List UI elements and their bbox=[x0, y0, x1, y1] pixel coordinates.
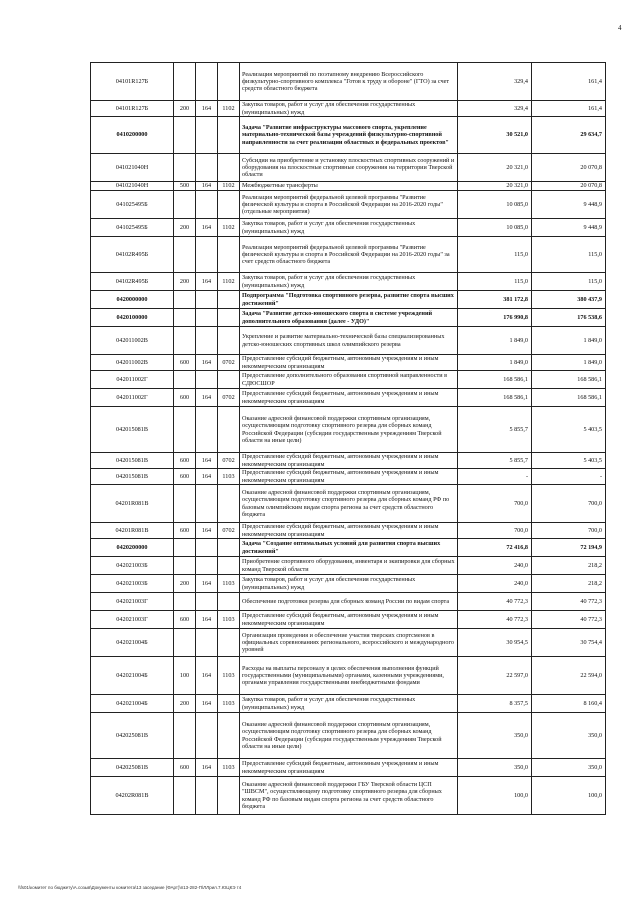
cell-amount-planned: 40 772,3 bbox=[458, 593, 532, 611]
cell-section: 0702 bbox=[218, 389, 240, 407]
cell-amount-executed: 72 194,9 bbox=[532, 539, 606, 557]
cell-amount-executed: 350,0 bbox=[532, 759, 606, 777]
table-row bbox=[91, 389, 606, 407]
table-row bbox=[91, 407, 606, 453]
cell-department: 164 bbox=[196, 759, 218, 777]
table-row bbox=[91, 575, 606, 593]
cell-department bbox=[196, 485, 218, 523]
table-row bbox=[91, 453, 606, 469]
cell-name: Предоставление субсидий бюджетным, автономным учреждениям и иным некоммерческим организациям bbox=[240, 611, 458, 629]
cell-name: Предоставление субсидий бюджетным, автономным учреждениям и иным некоммерческим организациям bbox=[240, 759, 458, 777]
cell-amount-planned: 381 172,8 bbox=[458, 291, 532, 309]
cell-code: 042021003Г bbox=[91, 593, 174, 611]
cell-name: Закупка товаров, работ и услуг для обеспечения государственных (муниципальных) нужд bbox=[240, 575, 458, 593]
cell-amount-executed: 161,4 bbox=[532, 63, 606, 101]
cell-name: Расходы на выплаты персоналу в целях обеспечения выполнения функций государственными (муниципальными) органами, казенными учреждениями, органами управления государственными внебюджетными фондами bbox=[240, 657, 458, 695]
cell-expense-type bbox=[174, 777, 196, 815]
cell-department: 164 bbox=[196, 575, 218, 593]
cell-amount-executed: 700,0 bbox=[532, 523, 606, 539]
cell-expense-type bbox=[174, 407, 196, 453]
cell-amount-planned: 115,0 bbox=[458, 237, 532, 273]
cell-code: 0420000000 bbox=[91, 291, 174, 309]
cell-name: Субсидии на приобретение и установку плоскостных спортивных сооружений и оборудования на плоскостные спортивные сооружения на территории Тверской области bbox=[240, 154, 458, 182]
table-row bbox=[91, 713, 606, 759]
cell-amount-executed: 5 403,5 bbox=[532, 407, 606, 453]
cell-amount-planned: 168 586,1 bbox=[458, 371, 532, 389]
cell-expense-type bbox=[174, 485, 196, 523]
cell-expense-type bbox=[174, 713, 196, 759]
cell-code: 04201R081В bbox=[91, 485, 174, 523]
cell-section: 1102 bbox=[218, 273, 240, 291]
cell-department: 164 bbox=[196, 695, 218, 713]
cell-amount-executed: 100,0 bbox=[532, 777, 606, 815]
cell-section bbox=[218, 237, 240, 273]
cell-name: Предоставление субсидий бюджетным, автономным учреждениям и иным некоммерческим организациям bbox=[240, 389, 458, 407]
table-row bbox=[91, 371, 606, 389]
cell-code: 042011002Г bbox=[91, 389, 174, 407]
cell-department bbox=[196, 154, 218, 182]
cell-department: 164 bbox=[196, 523, 218, 539]
cell-expense-type: 500 bbox=[174, 182, 196, 191]
cell-amount-planned: 329,4 bbox=[458, 101, 532, 117]
cell-expense-type: 600 bbox=[174, 523, 196, 539]
cell-department: 164 bbox=[196, 273, 218, 291]
cell-section bbox=[218, 154, 240, 182]
cell-amount-executed: 9 448,9 bbox=[532, 191, 606, 219]
cell-name: Реализация мероприятий федеральной целевой программы "Развитие физической культуры и спорта в Российской Федерации на 2016-2020 годы" (отдельные мероприятия) bbox=[240, 191, 458, 219]
cell-name: Реализация мероприятий по поэтапному внедрению Всероссийского физкультурно-спортивного комплекса "Готов к труду и обороне" (ГТО) за счет средств областного бюджета bbox=[240, 63, 458, 101]
cell-department: 164 bbox=[196, 182, 218, 191]
cell-amount-executed: 30 754,4 bbox=[532, 629, 606, 657]
cell-amount-planned: 5 855,7 bbox=[458, 407, 532, 453]
cell-section bbox=[218, 593, 240, 611]
footer-file-path: \\fs01\комитет по бюджету\А.созыв\Документы комитета\13 заседание (ФАрт)\п13-282-П\ЛЛрил.7.ЮЦКЭ т4 bbox=[18, 885, 242, 890]
cell-amount-planned: 100,0 bbox=[458, 777, 532, 815]
cell-department bbox=[196, 327, 218, 355]
cell-name: Предоставление субсидий бюджетным, автономным учреждениям и иным некоммерческим организациям bbox=[240, 469, 458, 485]
table-row bbox=[91, 291, 606, 309]
table-row bbox=[91, 101, 606, 117]
cell-amount-executed: 29 634,7 bbox=[532, 117, 606, 154]
cell-amount-planned: 176 990,8 bbox=[458, 309, 532, 327]
cell-department bbox=[196, 309, 218, 327]
cell-department: 164 bbox=[196, 469, 218, 485]
cell-department bbox=[196, 713, 218, 759]
cell-expense-type bbox=[174, 593, 196, 611]
cell-department: 164 bbox=[196, 355, 218, 371]
cell-expense-type: 600 bbox=[174, 453, 196, 469]
cell-expense-type bbox=[174, 63, 196, 101]
cell-amount-planned: 329,4 bbox=[458, 63, 532, 101]
cell-code: 042015081В bbox=[91, 407, 174, 453]
cell-section bbox=[218, 539, 240, 557]
cell-code: 042025081В bbox=[91, 713, 174, 759]
cell-expense-type: 600 bbox=[174, 389, 196, 407]
cell-name: Предоставление субсидий бюджетным, автономным учреждениям и иным некоммерческим организациям bbox=[240, 453, 458, 469]
cell-section: 1103 bbox=[218, 611, 240, 629]
cell-code: 0420200000 bbox=[91, 539, 174, 557]
cell-expense-type bbox=[174, 371, 196, 389]
cell-code: 041021040Н bbox=[91, 182, 174, 191]
cell-amount-executed: 115,0 bbox=[532, 237, 606, 273]
cell-amount-planned: 350,0 bbox=[458, 759, 532, 777]
cell-amount-executed: 176 538,6 bbox=[532, 309, 606, 327]
cell-name: Задача "Развитие детско-юношеского спорта в системе учреждений дополнительного образования (далее - УДО)" bbox=[240, 309, 458, 327]
cell-code: 042021004Б bbox=[91, 657, 174, 695]
cell-amount-planned: 1 849,0 bbox=[458, 327, 532, 355]
cell-amount-planned: 30 521,0 bbox=[458, 117, 532, 154]
cell-amount-executed: 161,4 bbox=[532, 101, 606, 117]
cell-name: Обеспечение подготовки резерва для сборных команд России по видам спорта bbox=[240, 593, 458, 611]
table-row bbox=[91, 327, 606, 355]
cell-expense-type bbox=[174, 237, 196, 273]
cell-section bbox=[218, 309, 240, 327]
table-row bbox=[91, 219, 606, 237]
cell-amount-executed: 20 070,8 bbox=[532, 182, 606, 191]
cell-department: 164 bbox=[196, 611, 218, 629]
cell-code: 042015081В bbox=[91, 453, 174, 469]
cell-code: 04101R127Б bbox=[91, 63, 174, 101]
cell-section bbox=[218, 777, 240, 815]
cell-department bbox=[196, 191, 218, 219]
cell-code: 042021003Б bbox=[91, 575, 174, 593]
cell-amount-planned: 700,0 bbox=[458, 523, 532, 539]
cell-amount-planned: 240,0 bbox=[458, 557, 532, 575]
cell-department bbox=[196, 539, 218, 557]
cell-expense-type: 100 bbox=[174, 657, 196, 695]
cell-amount-planned: 10 085,0 bbox=[458, 219, 532, 237]
cell-section bbox=[218, 557, 240, 575]
cell-name: Межбюджетные трансферты bbox=[240, 182, 458, 191]
table-row bbox=[91, 629, 606, 657]
cell-code: 0410200000 bbox=[91, 117, 174, 154]
cell-department: 164 bbox=[196, 453, 218, 469]
cell-department bbox=[196, 371, 218, 389]
cell-amount-planned: 20 321,0 bbox=[458, 182, 532, 191]
cell-department bbox=[196, 63, 218, 101]
cell-name: Укрепление и развитие материально-технической базы специализированных детско-юношеских спортивных школ олимпийского резерва bbox=[240, 327, 458, 355]
cell-amount-executed: 40 772,3 bbox=[532, 593, 606, 611]
cell-section: 0702 bbox=[218, 355, 240, 371]
cell-department: 164 bbox=[196, 101, 218, 117]
page-number: 4 bbox=[618, 24, 622, 32]
cell-amount-planned: 10 085,0 bbox=[458, 191, 532, 219]
cell-name: Подпрограмма "Подготовка спортивного резерва, развитие спорта высших достижений" bbox=[240, 291, 458, 309]
cell-amount-executed: 218,2 bbox=[532, 575, 606, 593]
cell-department bbox=[196, 407, 218, 453]
cell-name: Реализация мероприятий федеральной целевой программы "Развитие физической культуры и спорта в Российской Федерации на 2016-2020 годы" за счет средств областного бюджета bbox=[240, 237, 458, 273]
cell-expense-type bbox=[174, 629, 196, 657]
cell-amount-planned: 40 772,3 bbox=[458, 611, 532, 629]
cell-amount-executed: 350,0 bbox=[532, 713, 606, 759]
cell-department bbox=[196, 557, 218, 575]
cell-name: Закупка товаров, работ и услуг для обеспечения государственных (муниципальных) нужд bbox=[240, 101, 458, 117]
cell-amount-executed: 380 437,9 bbox=[532, 291, 606, 309]
cell-section bbox=[218, 407, 240, 453]
table-row bbox=[91, 182, 606, 191]
table-row bbox=[91, 469, 606, 485]
cell-code: 042015081В bbox=[91, 469, 174, 485]
cell-code: 042021003Б bbox=[91, 557, 174, 575]
cell-amount-planned: 350,0 bbox=[458, 713, 532, 759]
cell-amount-executed: 218,2 bbox=[532, 557, 606, 575]
cell-code: 042011002В bbox=[91, 355, 174, 371]
cell-section bbox=[218, 117, 240, 154]
cell-amount-planned: 20 321,0 bbox=[458, 154, 532, 182]
cell-department bbox=[196, 629, 218, 657]
cell-name: Оказание адресной финансовой поддержки ГБУ Тверской области ЦСП "ШВСМ", осуществляющему подготовку спортивного резерва для сборных команд РФ по базовым видам спорта региона за счет средств областного бюджета bbox=[240, 777, 458, 815]
cell-amount-planned: 72 416,8 bbox=[458, 539, 532, 557]
cell-section bbox=[218, 63, 240, 101]
cell-department bbox=[196, 237, 218, 273]
table-row bbox=[91, 777, 606, 815]
cell-code: 042021004Б bbox=[91, 629, 174, 657]
cell-amount-executed: 8 160,4 bbox=[532, 695, 606, 713]
cell-amount-executed: - bbox=[532, 469, 606, 485]
cell-section: 1103 bbox=[218, 575, 240, 593]
cell-name: Организация проведения и обеспечение участия тверских спортсменов в официальных соревнованиях регионального, всероссийского и международного уровней bbox=[240, 629, 458, 657]
cell-department bbox=[196, 291, 218, 309]
cell-name: Закупка товаров, работ и услуг для обеспечения государственных (муниципальных) нужд bbox=[240, 695, 458, 713]
table-row bbox=[91, 273, 606, 291]
cell-amount-planned: 30 954,5 bbox=[458, 629, 532, 657]
cell-expense-type: 600 bbox=[174, 469, 196, 485]
cell-expense-type: 200 bbox=[174, 101, 196, 117]
cell-code: 042021004Б bbox=[91, 695, 174, 713]
cell-code: 041021040Н bbox=[91, 154, 174, 182]
cell-amount-executed: 40 772,3 bbox=[532, 611, 606, 629]
cell-expense-type bbox=[174, 309, 196, 327]
cell-name: Предоставление дополнительного образования спортивной направленности в СДЮСШОР bbox=[240, 371, 458, 389]
cell-expense-type: 200 bbox=[174, 575, 196, 593]
cell-section: 1102 bbox=[218, 182, 240, 191]
cell-amount-planned: - bbox=[458, 469, 532, 485]
cell-section: 1102 bbox=[218, 101, 240, 117]
cell-name: Оказание адресной финансовой поддержки спортивным организациям, осуществляющим подготовку спортивного резерва для сборных команд РФ по базовым олимпийским видам спорта региона за счет средств областного бюджета bbox=[240, 485, 458, 523]
cell-name: Задача "Создание оптимальных условий для развития спорта высших достижений" bbox=[240, 539, 458, 557]
table-row bbox=[91, 117, 606, 154]
cell-amount-planned: 168 586,1 bbox=[458, 389, 532, 407]
cell-code: 041025495Б bbox=[91, 191, 174, 219]
cell-name: Оказание адресной финансовой поддержки спортивным организациям, осуществляющим подготовку спортивного резерва для сборных команд Российской Федерации (субсидии государственным учреждениям Тверской области на иные цели) bbox=[240, 713, 458, 759]
cell-name: Предоставление субсидий бюджетным, автономным учреждениям и иным некоммерческим организациям bbox=[240, 523, 458, 539]
table-row bbox=[91, 695, 606, 713]
cell-department bbox=[196, 777, 218, 815]
cell-amount-planned: 1 849,0 bbox=[458, 355, 532, 371]
table-row bbox=[91, 539, 606, 557]
cell-department bbox=[196, 117, 218, 154]
cell-section: 1103 bbox=[218, 759, 240, 777]
cell-section bbox=[218, 327, 240, 355]
table-row bbox=[91, 154, 606, 182]
cell-amount-planned: 240,0 bbox=[458, 575, 532, 593]
table-row bbox=[91, 759, 606, 777]
cell-amount-planned: 700,0 bbox=[458, 485, 532, 523]
cell-code: 0420100000 bbox=[91, 309, 174, 327]
cell-section: 1102 bbox=[218, 219, 240, 237]
cell-name: Предоставление субсидий бюджетным, автономным учреждениям и иным некоммерческим организациям bbox=[240, 355, 458, 371]
cell-name: Оказание адресной финансовой поддержки спортивным организациям, осуществляющим подготовку спортивного резерва для сборных команд Российской Федерации (субсидии государственным учреждениям Тверской области на иные цели) bbox=[240, 407, 458, 453]
cell-expense-type bbox=[174, 557, 196, 575]
cell-code: 04102R495Б bbox=[91, 237, 174, 273]
table-row bbox=[91, 355, 606, 371]
cell-amount-executed: 22 594,0 bbox=[532, 657, 606, 695]
cell-expense-type: 200 bbox=[174, 273, 196, 291]
cell-name: Закупка товаров, работ и услуг для обеспечения государственных (муниципальных) нужд bbox=[240, 219, 458, 237]
cell-code: 04201R081В bbox=[91, 523, 174, 539]
cell-code: 04101R127Б bbox=[91, 101, 174, 117]
cell-amount-executed: 168 586,1 bbox=[532, 389, 606, 407]
cell-expense-type bbox=[174, 154, 196, 182]
cell-code: 042025081В bbox=[91, 759, 174, 777]
cell-department: 164 bbox=[196, 389, 218, 407]
cell-amount-executed: 1 849,0 bbox=[532, 355, 606, 371]
cell-section: 1103 bbox=[218, 657, 240, 695]
table-row bbox=[91, 657, 606, 695]
cell-section bbox=[218, 629, 240, 657]
cell-expense-type: 200 bbox=[174, 219, 196, 237]
table-row bbox=[91, 191, 606, 219]
cell-amount-executed: 20 070,8 bbox=[532, 154, 606, 182]
cell-expense-type bbox=[174, 117, 196, 154]
cell-section bbox=[218, 485, 240, 523]
table-row bbox=[91, 557, 606, 575]
cell-amount-executed: 700,0 bbox=[532, 485, 606, 523]
cell-amount-executed: 9 448,9 bbox=[532, 219, 606, 237]
cell-expense-type: 200 bbox=[174, 695, 196, 713]
cell-section bbox=[218, 191, 240, 219]
cell-amount-planned: 5 855,7 bbox=[458, 453, 532, 469]
cell-section: 1103 bbox=[218, 469, 240, 485]
cell-expense-type bbox=[174, 191, 196, 219]
cell-department bbox=[196, 593, 218, 611]
cell-expense-type: 600 bbox=[174, 759, 196, 777]
cell-department: 164 bbox=[196, 657, 218, 695]
cell-section bbox=[218, 291, 240, 309]
cell-code: 042011002В bbox=[91, 327, 174, 355]
cell-department: 164 bbox=[196, 219, 218, 237]
table-row bbox=[91, 593, 606, 611]
cell-name: Приобретение спортивного оборудования, инвентаря и экипировки для сборных команд Тверской области bbox=[240, 557, 458, 575]
table-row bbox=[91, 523, 606, 539]
table-body bbox=[91, 63, 606, 815]
cell-code: 042021003Г bbox=[91, 611, 174, 629]
cell-code: 041025495Б bbox=[91, 219, 174, 237]
cell-amount-planned: 115,0 bbox=[458, 273, 532, 291]
budget-table bbox=[90, 62, 606, 815]
cell-amount-executed: 5 403,5 bbox=[532, 453, 606, 469]
cell-amount-executed: 168 586,1 bbox=[532, 371, 606, 389]
table-row bbox=[91, 309, 606, 327]
cell-amount-planned: 8 357,5 bbox=[458, 695, 532, 713]
cell-expense-type: 600 bbox=[174, 611, 196, 629]
cell-name: Задача "Развитие инфраструктуры массового спорта, укрепление материально-технической базы учреждений физкультурно-спортивной направленности за счет реализации областных и федеральных проектов" bbox=[240, 117, 458, 154]
table-row bbox=[91, 611, 606, 629]
table-row bbox=[91, 63, 606, 101]
cell-section: 0702 bbox=[218, 453, 240, 469]
cell-section: 1103 bbox=[218, 695, 240, 713]
cell-section: 0702 bbox=[218, 523, 240, 539]
table-row bbox=[91, 237, 606, 273]
cell-code: 042011002Г bbox=[91, 371, 174, 389]
cell-expense-type: 600 bbox=[174, 355, 196, 371]
cell-expense-type bbox=[174, 327, 196, 355]
cell-expense-type bbox=[174, 291, 196, 309]
cell-code: 04202R081В bbox=[91, 777, 174, 815]
table-row bbox=[91, 485, 606, 523]
cell-name: Закупка товаров, работ и услуг для обеспечения государственных (муниципальных) нужд bbox=[240, 273, 458, 291]
cell-amount-executed: 1 849,0 bbox=[532, 327, 606, 355]
cell-section bbox=[218, 713, 240, 759]
cell-expense-type bbox=[174, 539, 196, 557]
cell-amount-planned: 22 597,0 bbox=[458, 657, 532, 695]
cell-amount-executed: 115,0 bbox=[532, 273, 606, 291]
cell-code: 04102R495Б bbox=[91, 273, 174, 291]
cell-section bbox=[218, 371, 240, 389]
